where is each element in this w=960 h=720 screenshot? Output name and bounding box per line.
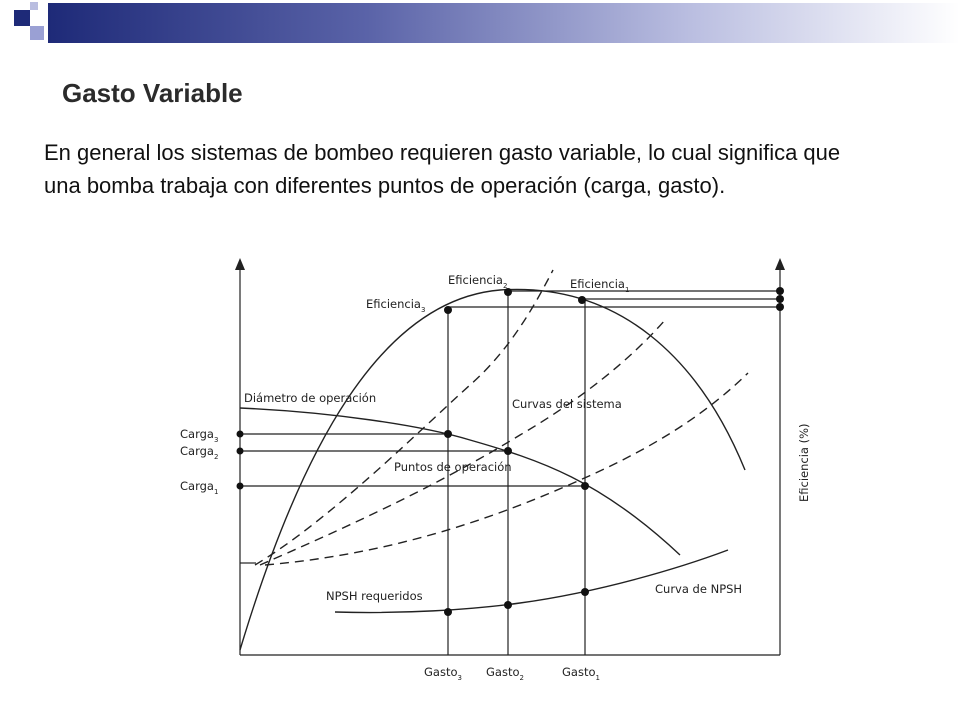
curva-npsh-label: Curva de NPSH: [655, 582, 743, 596]
paragraph-line: una bomba trabaja con diferentes puntos de operación (carga, gasto).: [44, 173, 726, 198]
eficiencia-2-label: Eficiencia$_2$: [448, 273, 508, 290]
right-axis-label: Eficiencia (%): [797, 423, 811, 502]
left-axis-arrow-icon: [235, 258, 245, 270]
carga-marker: [237, 448, 244, 455]
carga-marker: [237, 431, 244, 438]
carga-1-label: Carga$_1$: [180, 479, 219, 496]
slide-title: Gasto Variable: [62, 78, 243, 108]
diametro-label: Diámetro de operación: [244, 391, 377, 405]
head-curve: [240, 408, 680, 555]
carga-2-label: Carga$_2$: [180, 444, 219, 461]
efficiency-marker: [776, 287, 784, 295]
gasto-2-label: Gasto$_2$: [486, 665, 524, 682]
right-axis-arrow-icon: [775, 258, 785, 270]
efficiency-marker: [776, 303, 784, 311]
operating-point: [581, 482, 589, 490]
npsh-point: [444, 608, 452, 616]
efficiency-marker: [776, 295, 784, 303]
npsh-point: [504, 601, 512, 609]
paragraph-line: En general los sistemas de bombeo requieren gasto variable, lo cual significa que: [44, 140, 841, 165]
eficiencia-1-label: Eficiencia$_1$: [570, 277, 630, 294]
gasto-3-label: Gasto$_3$: [424, 665, 462, 682]
npsh-point: [581, 588, 589, 596]
curvas-sistema-label: Curvas del sistema: [512, 397, 622, 411]
gasto-1-label: Gasto$_1$: [562, 665, 600, 682]
operating-point: [504, 447, 512, 455]
carga-3-label: Carga$_3$: [180, 427, 219, 444]
npsh-requeridos-label: NPSH requeridos: [326, 589, 423, 603]
eficiencia-3-label: Eficiencia$_3$: [366, 297, 426, 314]
puntos-operacion-label: Puntos de operación: [394, 460, 512, 474]
carga-marker: [237, 483, 244, 490]
efficiency-point: [444, 306, 452, 314]
operating-point: [444, 430, 452, 438]
efficiency-point: [578, 296, 586, 304]
